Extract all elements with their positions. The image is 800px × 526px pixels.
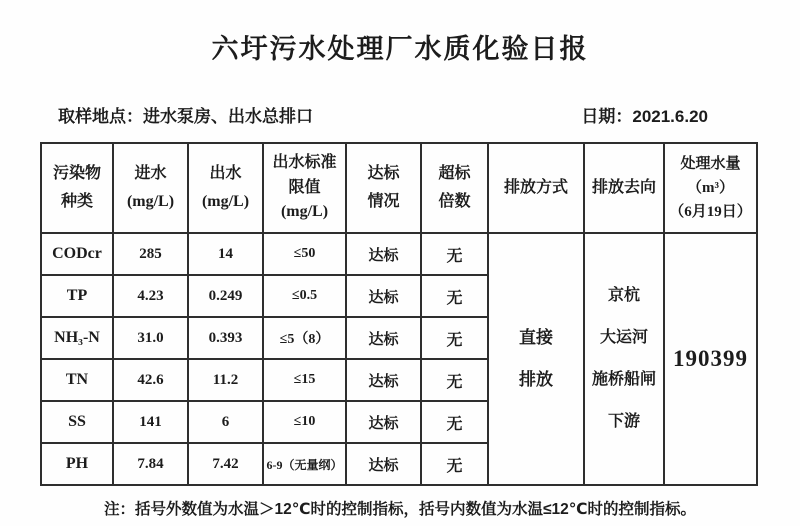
cell-influent-value: 31.0 [113, 317, 188, 359]
cell-influent-value: 42.6 [113, 359, 188, 401]
header-influent: 进水 (mg/L) [113, 143, 188, 233]
cell-pollutant-name: PH [41, 443, 113, 485]
cell-pollutant-name: SS [41, 401, 113, 443]
cell-treated-volume-value: 190399 [664, 233, 757, 485]
cell-compliance-status: 达标 [346, 275, 421, 317]
cell-limit-value: ≤50 [263, 233, 346, 275]
table-row [41, 233, 757, 275]
cell-limit-value: ≤15 [263, 359, 346, 401]
header-effluent-limit: 出水标准 限值 (mg/L) [263, 143, 346, 233]
cell-influent-value: 4.23 [113, 275, 188, 317]
cell-compliance-status: 达标 [346, 233, 421, 275]
cell-discharge-method: 直接 排放 [488, 233, 584, 485]
cell-effluent-value: 11.2 [188, 359, 263, 401]
cell-exceedance-value: 无 [421, 401, 488, 443]
cell-influent-value: 141 [113, 401, 188, 443]
page-title: 六圩污水处理厂水质化验日报 [211, 34, 589, 64]
cell-exceedance-value: 无 [421, 275, 488, 317]
cell-limit-value: ≤0.5 [263, 275, 346, 317]
cell-pollutant-name: CODcr [41, 233, 113, 275]
cell-compliance-status: 达标 [346, 443, 421, 485]
cell-limit-value: ≤5（8） [263, 317, 346, 359]
footnote: 注：括号外数值为水温＞12℃时的控制指标，括号内数值为水温≤12℃时的控制指标。 [103, 501, 697, 518]
cell-effluent-value: 7.42 [188, 443, 263, 485]
header-discharge-method: 排放方式 [488, 143, 584, 233]
header-discharge-destination: 排放去向 [584, 143, 664, 233]
header-pollutant-type: 污染物 种类 [41, 143, 113, 233]
cell-effluent-value: 0.249 [188, 275, 263, 317]
meta-row [58, 102, 708, 127]
water-quality-table [40, 142, 758, 486]
cell-compliance-status: 达标 [346, 317, 421, 359]
cell-influent-value: 7.84 [113, 443, 188, 485]
cell-discharge-destination: 京杭 大运河 施桥船闸 下游 [584, 233, 664, 485]
cell-exceedance-value: 无 [421, 359, 488, 401]
header-exceedance-multiple: 超标 倍数 [421, 143, 488, 233]
header-compliance: 达标 情况 [346, 143, 421, 233]
cell-pollutant-name: TN [41, 359, 113, 401]
cell-compliance-status: 达标 [346, 401, 421, 443]
cell-pollutant-name: TP [41, 275, 113, 317]
cell-exceedance-value: 无 [421, 317, 488, 359]
cell-exceedance-value: 无 [421, 233, 488, 275]
cell-exceedance-value: 无 [421, 443, 488, 485]
report-date: 日期：2021.6.20 [581, 107, 708, 126]
cell-limit-value: 6-9（无量纲） [263, 443, 346, 485]
cell-effluent-value: 14 [188, 233, 263, 275]
cell-effluent-value: 0.393 [188, 317, 263, 359]
cell-compliance-status: 达标 [346, 359, 421, 401]
header-effluent: 出水 (mg/L) [188, 143, 263, 233]
table-header-row [41, 143, 757, 233]
cell-influent-value: 285 [113, 233, 188, 275]
cell-pollutant-name: NH₃-N [41, 317, 113, 359]
header-treated-volume: 处理水量 （m³） （6月19日） [664, 143, 757, 233]
sampling-location: 取样地点：进水泵房、出水总排口 [58, 107, 313, 126]
cell-effluent-value: 6 [188, 401, 263, 443]
cell-limit-value: ≤10 [263, 401, 346, 443]
